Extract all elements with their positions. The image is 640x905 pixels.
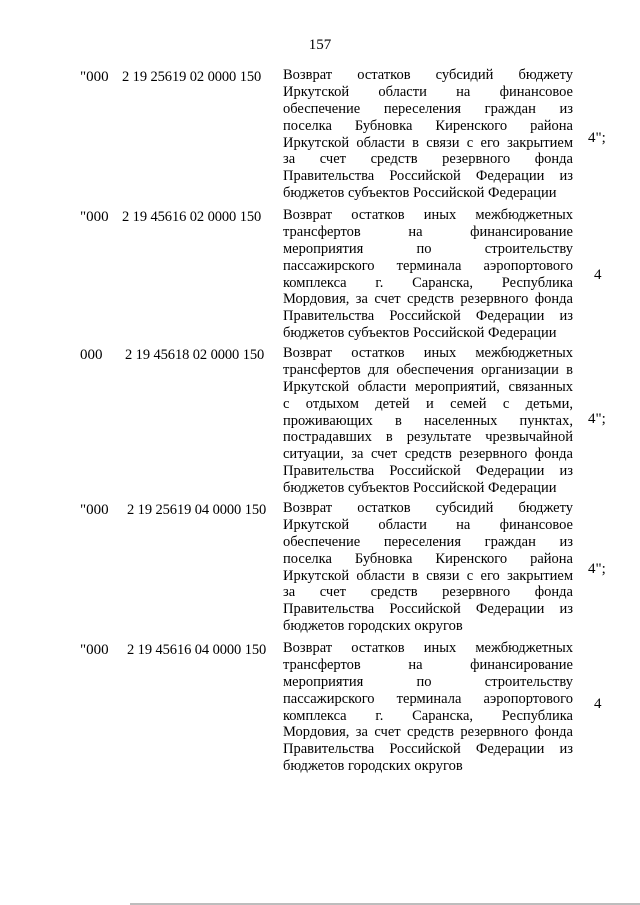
description-line: Иркутской области в связи с его закрытием bbox=[283, 567, 573, 584]
row-prefix: "000 bbox=[80, 69, 109, 85]
description-line: бюджетов субъектов Российской Федерации bbox=[283, 480, 557, 497]
row-suffix: 4 bbox=[594, 267, 602, 283]
description-line: Правительства Российской Федерации из bbox=[283, 463, 573, 480]
description-line: за счет средств резервного фонда bbox=[283, 584, 573, 601]
description-line: Правительства Российской Федерации из bbox=[283, 168, 573, 185]
description-line: поселка Бубновка Киренского района bbox=[283, 117, 573, 134]
description-line: трансфертов для обеспечения организации в bbox=[283, 361, 573, 378]
description-line: трансфертов на финансирование bbox=[283, 656, 573, 673]
row-suffix: 4"; bbox=[588, 130, 606, 146]
description-line: комплекса г. Саранска, Республика bbox=[283, 707, 573, 724]
description-line: мероприятия по строительству bbox=[283, 673, 573, 690]
description-line: ситуации, за счет средств резервного фонда bbox=[283, 446, 573, 463]
description-line: пассажирского терминала аэропортового bbox=[283, 257, 573, 274]
description-line: пассажирского терминала аэропортового bbox=[283, 690, 573, 707]
row-suffix: 4"; bbox=[588, 411, 606, 427]
description-line: Иркутской области на финансовое bbox=[283, 516, 573, 533]
budget-code: 2 19 45616 02 0000 150 bbox=[122, 209, 262, 225]
description-line: комплекса г. Саранска, Республика bbox=[283, 274, 573, 291]
description-line: Возврат остатков субсидий бюджету bbox=[283, 500, 573, 516]
description-line: Иркутской области в связи с его закрытием bbox=[283, 134, 573, 151]
row-suffix: 4 bbox=[594, 696, 602, 712]
description-line: за счет средств резервного фонда bbox=[283, 151, 573, 168]
description-line: Правительства Российской Федерации из bbox=[283, 601, 573, 618]
row-description bbox=[283, 345, 573, 497]
description-line: Возврат остатков субсидий бюджету bbox=[283, 67, 573, 83]
row-suffix: 4"; bbox=[588, 561, 606, 577]
description-line: трансфертов на финансирование bbox=[283, 223, 573, 240]
description-line: Иркутской области на финансовое bbox=[283, 83, 573, 100]
row-description bbox=[283, 500, 573, 635]
description-line: обеспечение переселения граждан из bbox=[283, 533, 573, 550]
row-prefix: "000 bbox=[80, 642, 109, 658]
description-line: бюджетов субъектов Российской Федерации bbox=[283, 325, 557, 342]
description-line: мероприятия по строительству bbox=[283, 240, 573, 257]
budget-code: 2 19 25619 04 0000 150 bbox=[127, 502, 267, 518]
description-line: поселка Бубновка Киренского района bbox=[283, 550, 573, 567]
budget-code: 2 19 45616 04 0000 150 bbox=[127, 642, 267, 658]
description-line: пострадавших в результате чрезвычайной bbox=[283, 429, 573, 446]
description-line: Иркутской области мероприятий, связанных bbox=[283, 378, 573, 395]
description-line: обеспечение переселения граждан из bbox=[283, 100, 573, 117]
row-description bbox=[283, 207, 573, 342]
row-prefix: "000 bbox=[80, 502, 109, 518]
description-line: Возврат остатков иных межбюджетных bbox=[283, 207, 573, 223]
row-description bbox=[283, 640, 573, 775]
budget-code: 2 19 45618 02 0000 150 bbox=[125, 347, 265, 363]
description-line: бюджетов субъектов Российской Федерации bbox=[283, 185, 557, 202]
description-line: Правительства Российской Федерации из bbox=[283, 741, 573, 758]
description-line: бюджетов городских округов bbox=[283, 758, 463, 775]
description-line: Возврат остатков иных межбюджетных bbox=[283, 345, 573, 361]
description-line: Возврат остатков иных межбюджетных bbox=[283, 640, 573, 656]
description-line: Правительства Российской Федерации из bbox=[283, 308, 573, 325]
description-line: бюджетов городских округов bbox=[283, 618, 463, 635]
description-line: Мордовия, за счет средств резервного фонда bbox=[283, 291, 573, 308]
page-number: 157 bbox=[308, 37, 332, 53]
description-line: проживающих в населенных пунктах, bbox=[283, 412, 573, 429]
description-line: с отдыхом детей и семей с детьми, bbox=[283, 395, 573, 412]
row-prefix: 000 bbox=[80, 347, 103, 363]
budget-code: 2 19 25619 02 0000 150 bbox=[122, 69, 262, 85]
row-description bbox=[283, 67, 573, 202]
description-line: Мордовия, за счет средств резервного фонда bbox=[283, 724, 573, 741]
row-prefix: "000 bbox=[80, 209, 109, 225]
